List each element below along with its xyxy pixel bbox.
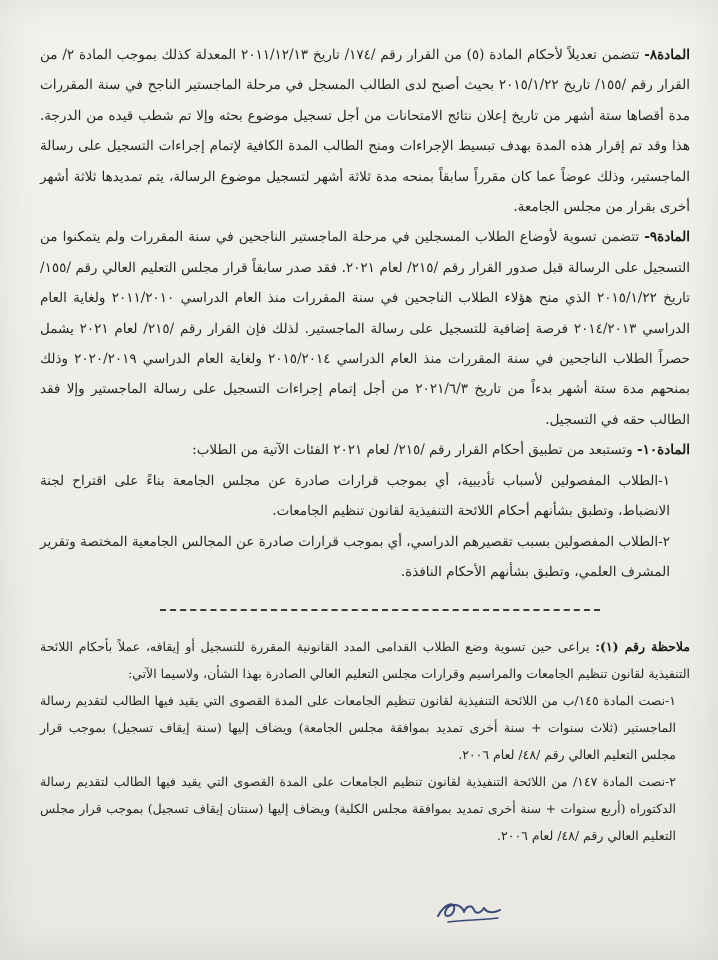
note-1-text: يراعى حين تسوية وضع الطلاب القدامى المدد القانونية المقررة للتسجيل أو إيقافه، عملاً بأحكام اللائحة التنفيذية لقانون تنظيم الجامعات والمراسيم وقرارات مجلس التعليم العالي الصادرة بهذا الشأن، ولاسيما الآتي: [40, 639, 690, 682]
article-10 [40, 435, 690, 465]
article-10-text: وتستبعد من تطبيق أحكام القرار رقم /٢١٥/ لعام ٢٠٢١ الفئات الآتية من الطلاب: [192, 442, 633, 459]
article-8-title: المادة٨- [644, 47, 690, 63]
article-10-title: المادة١٠- [637, 442, 690, 459]
article-8-text: تتضمن تعديلاً لأحكام المادة (٥) من القرار رقم /١٧٤/ تاريخ ٢٠١١/١٢/١٣ المعدلة كذلك بموجب المادة ٢/ من القرار رقم /١٥٥/ تاريخ ٢٠١٥/١/٢٢ بحيث أصبح لدى الطالب المسجل في مرحلة الماجستير الناجح في سنة المقررات مدة أقصاها ستة أشهر من تاريخ إعلان نتائج الامتحانات من أجل تسجيل موضوع بحثه وإلا تم شطب قيده من الدرجة. هذا وقد تم إقرار هذه المدة بهدف تبسيط الإجراءات ومنح الطالب المدة الكافية لإتمام إجراءات التسجيل على رسالة الماجستير، وذلك عوضاً عما كان مقرراً سابقاً بمنحه مدة ثلاثة أشهر لتسجيل موضوع الرسالة، يتم تمديدها ثلاثة أشهر أخرى بقرار من مجلس الجامعة. [40, 47, 690, 216]
article-9-text: تتضمن تسوية لأوضاع الطلاب المسجلين في مرحلة الماجستير الناجحين في سنة المقررات ولم يتمكنوا من التسجيل على الرسالة قبل صدور القرار رقم /٢١٥/ لعام ٢٠٢١. فقد صدر سابقاً قرار مجلس التعليم العالي رقم /١٥٥/ تاريخ ٢٠١٥/١/٢٢ الذي منح هؤلاء الطلاب الناجحين في سنة المقررات منذ العام الدراسي ٢٠١١/٢٠١٠ ولغاية العام الدراسي ٢٠١٤/٢٠١٣ فرصة إضافية للتسجيل على رسالة الماجستير. لذلك فإن القرار رقم /٢١٥/ لعام ٢٠٢١ يشمل حصراً الطلاب الناجحين في سنة المقررات منذ العام الدراسي ٢٠١٥/٢٠١٤ ولغاية العام الدراسي ٢٠٢٠/٢٠١٩ وذلك بمنحهم مدة ستة أشهر بدءاً من تاريخ ٢٠٢١/٦/٣ من أجل إتمام إجراءات التسجيل على رسالة الماجستير وإلا فقد الطالب حقه في التسجيل. [40, 229, 691, 428]
note-1-list [40, 687, 690, 849]
list-item: ١-الطلاب المفصولين لأسباب تأديبية، أي بموجب قرارات صادرة عن مجلس الجامعة بناءً على اقتراح لجنة الانضباط، وتطبق بشأنهم أحكام اللائحة التنفيذية لقانون تنظيم الجامعات. [40, 472, 670, 520]
note-1 [40, 633, 690, 687]
list-item: ٢-الطلاب المفصولين بسبب تقصيرهم الدراسي، أي بموجب قرارات صادرة عن المجالس الجامعية المختصة وتقرير المشرف العلمي، وتطبق بشأنهم الأحكام النافذة. [40, 533, 670, 580]
article-9 [40, 222, 690, 435]
article-9-title: المادة٩- [644, 229, 690, 246]
list-item: ١-نصت المادة ١٤٥/ب من اللائحة التنفيذية لقانون تنظيم الجامعات على المدة القصوى التي يقيد فيها الطالب لتقديم رسالة الماجستير (ثلاث سنوات + سنة أخرى تمديد بموافقة مجلس الجامعة) ويضاف إليها (سنة إيقاف تسجيل) بموجب قرار مجلس التعليم العالي رقم /٤٨/ لعام ٢٠٠٦. [40, 693, 676, 763]
document-body [40, 40, 690, 849]
article-8 [40, 40, 690, 222]
article-10-list [40, 466, 690, 588]
handwritten-signature-icon [434, 886, 504, 926]
dashed-separator [160, 609, 600, 611]
list-item: ٢-نصت المادة ١٤٧/ من اللائحة التنفيذية لقانون تنظيم الجامعات على المدة القصوى التي يقيد فيها الطالب لتقديم رسالة الدكتوراه (أربع سنوات + سنة أخرى تمديد بموافقة مجلس الكلية) ويضاف إليها (سنتان إيقاف تسجيل) بموجب قرار مجلس التعليم العالي رقم /٤٨/ لعام ٢٠٠٦. [40, 774, 676, 844]
note-1-title: ملاحظة رقم (١): [595, 639, 690, 655]
